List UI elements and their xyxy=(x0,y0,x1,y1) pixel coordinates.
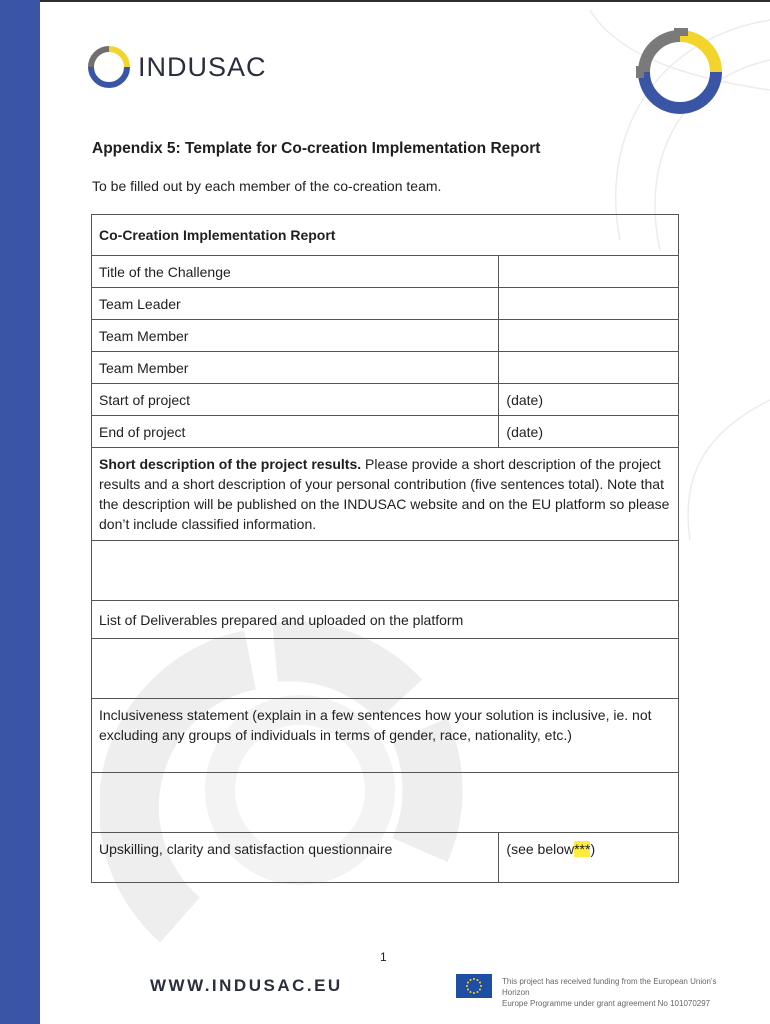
questionnaire-value-prefix: (see below xyxy=(506,841,575,857)
inclusiveness-answer-row xyxy=(92,773,679,833)
row-label: End of project xyxy=(92,416,499,448)
report-table xyxy=(91,214,679,883)
description-prompt-bold: Short description of the project results. xyxy=(99,456,362,472)
description-prompt-text: Please provide a short description of the project results and a short description of your personal contribution (five sentences total). Note that the description will be published on the INDUSAC website and on the EU platform so please don’t include classified information. xyxy=(99,456,670,532)
table-header-row xyxy=(92,215,679,256)
indusac-emblem-icon xyxy=(634,26,726,118)
table-row xyxy=(92,256,679,288)
row-value-field[interactable]: (date) xyxy=(499,384,679,416)
table-header: Co-Creation Implementation Report xyxy=(92,215,679,256)
row-label: Team Member xyxy=(92,352,499,384)
page-title: Appendix 5: Template for Co-creation Implementation Report xyxy=(92,140,541,157)
deliverables-answer-row xyxy=(92,639,679,699)
sidebar-stripe xyxy=(0,0,40,1024)
row-label: Start of project xyxy=(92,384,499,416)
inclusiveness-answer-field[interactable] xyxy=(92,773,679,833)
description-answer-field[interactable] xyxy=(92,541,679,601)
deliverables-label: List of Deliverables prepared and uploaded on the platform xyxy=(92,601,679,639)
row-value-field[interactable] xyxy=(499,320,679,352)
description-prompt xyxy=(92,448,679,541)
instructions-text: To be filled out by each member of the co-creation team. xyxy=(92,178,442,194)
table-row xyxy=(92,352,679,384)
table-row xyxy=(92,320,679,352)
questionnaire-highlight: *** xyxy=(574,841,591,857)
deliverables-answer-field[interactable] xyxy=(92,639,679,699)
row-value-field[interactable]: (date) xyxy=(499,416,679,448)
logo-wordmark: INDUSAC xyxy=(138,51,267,82)
eu-flag-icon xyxy=(456,974,492,998)
questionnaire-value xyxy=(499,833,679,883)
description-answer-row xyxy=(92,541,679,601)
row-label: Team Member xyxy=(92,320,499,352)
questionnaire-value-suffix: ) xyxy=(590,841,596,857)
row-value-field[interactable] xyxy=(499,352,679,384)
website-link[interactable]: WWW.INDUSAC.EU xyxy=(150,976,343,995)
row-label: Team Leader xyxy=(92,288,499,320)
row-value-field[interactable] xyxy=(499,288,679,320)
indusac-logo xyxy=(86,44,267,90)
questionnaire-label: Upskilling, clarity and satisfaction questionnaire xyxy=(92,833,499,883)
indusac-logo-icon xyxy=(86,44,132,90)
row-label: Title of the Challenge xyxy=(92,256,499,288)
table-row xyxy=(92,288,679,320)
inclusiveness-row xyxy=(92,699,679,773)
eu-funding-line-1: This project has received funding from the European Union's Horizon xyxy=(502,977,717,997)
inclusiveness-label: Inclusiveness statement (explain in a few sentences how your solution is inclusive, ie. not excluding any groups of individuals in terms of gender, race, nationality, etc.) xyxy=(92,699,679,773)
page-number: 1 xyxy=(380,950,387,964)
deliverables-row xyxy=(92,601,679,639)
eu-funding-notice xyxy=(502,976,732,1009)
table-row xyxy=(92,384,679,416)
questionnaire-row xyxy=(92,833,679,883)
table-row xyxy=(92,416,679,448)
description-row xyxy=(92,448,679,541)
row-value-field[interactable] xyxy=(499,256,679,288)
eu-funding-line-2: Europe Programme under grant agreement No 101070297 xyxy=(502,999,711,1008)
